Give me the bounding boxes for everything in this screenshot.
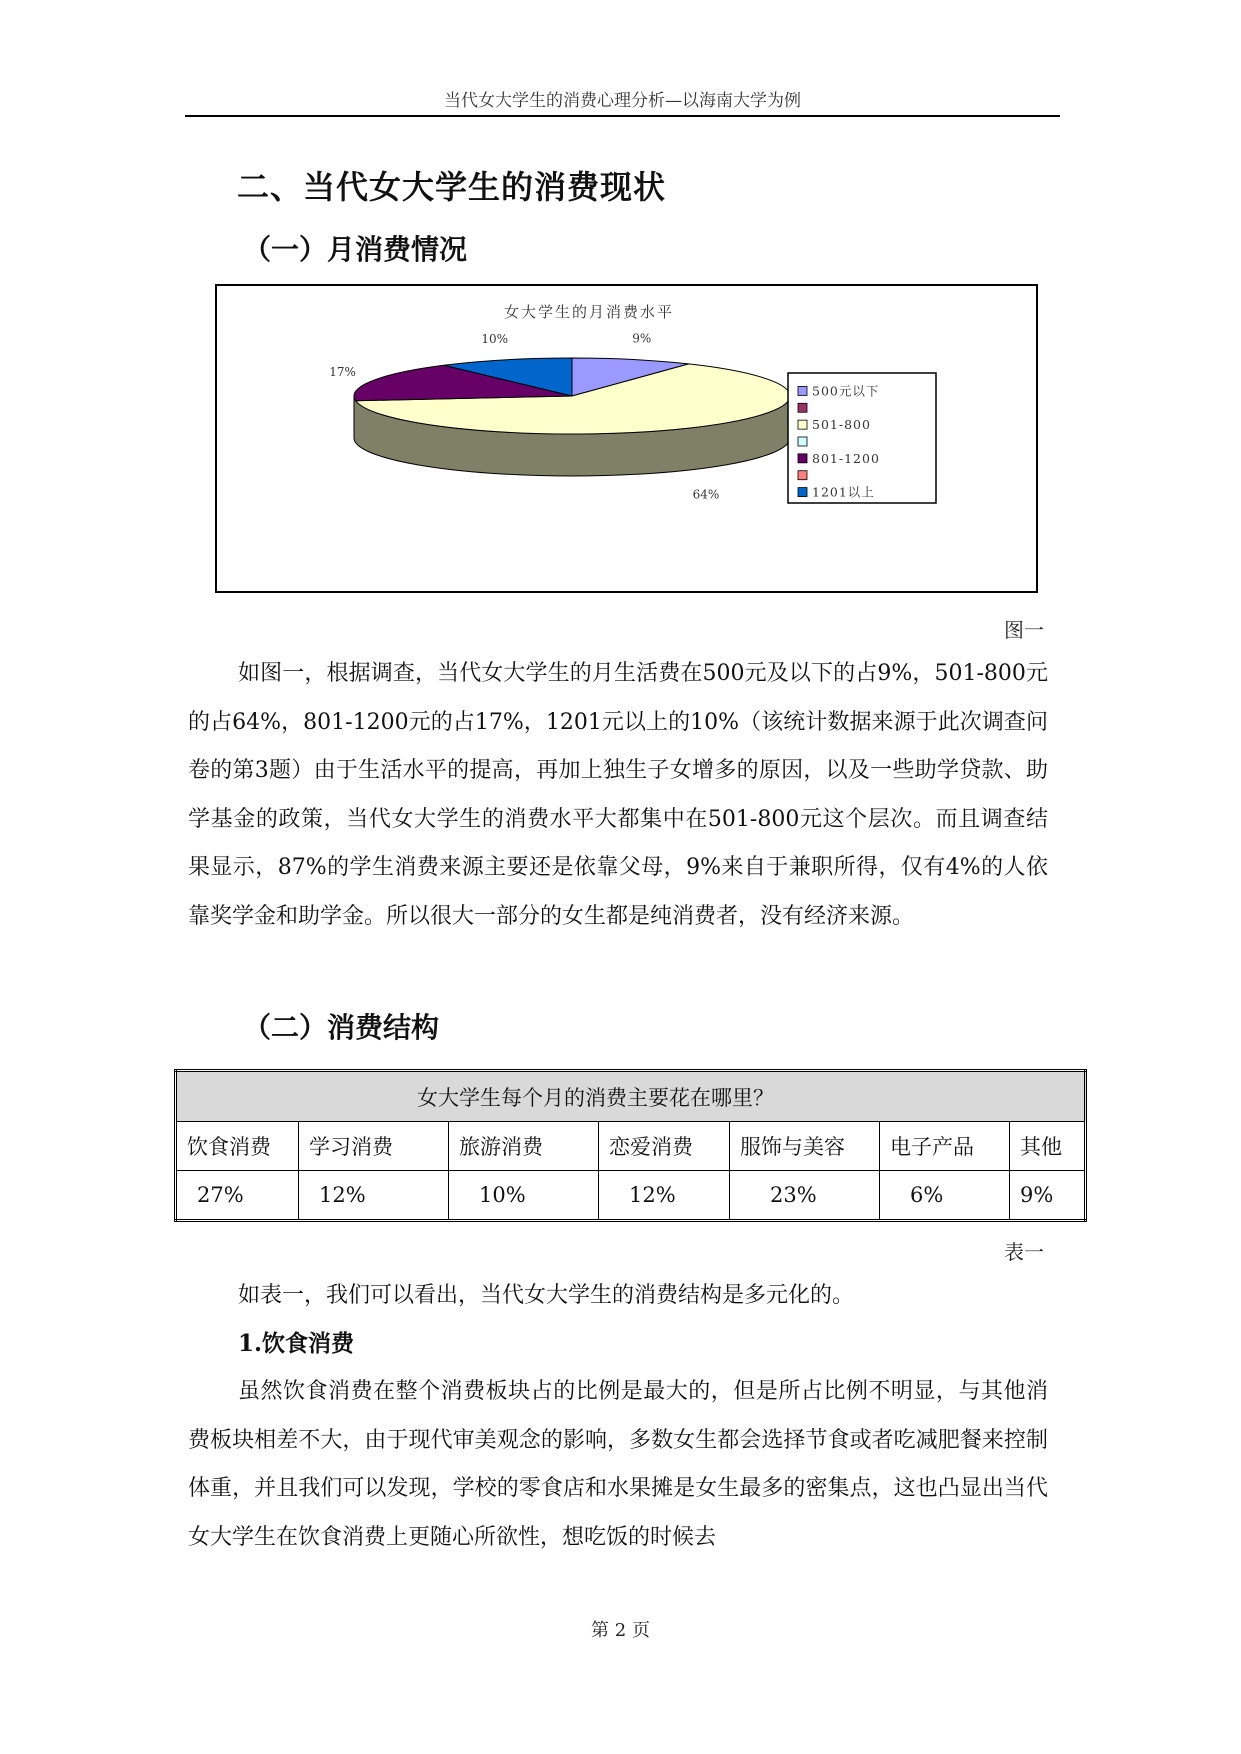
paragraph-food: [188, 1368, 1048, 1562]
legend-swatch: [798, 454, 807, 463]
paragraph-structure-intro: [188, 1272, 1048, 1321]
pie-slice-label: 10%: [481, 331, 509, 346]
table-title: 女大学生每个月的消费主要花在哪里？: [176, 1071, 1086, 1122]
legend-label: 501-800: [812, 417, 871, 433]
pie-chart: [217, 286, 1040, 595]
table-header-cell: 恋爱消费: [599, 1122, 730, 1171]
table-header-cell: 饮食消费: [176, 1122, 299, 1171]
header-rule: [185, 115, 1060, 117]
paragraph-monthly: [188, 650, 1048, 942]
running-header: 当代女大学生的消费心理分析—以海南大学为例: [444, 91, 801, 111]
table-caption: 表一: [1004, 1240, 1044, 1264]
subsection-title-monthly: （一）月消费情况: [243, 233, 468, 266]
section-title: 二、当代女大学生的消费现状: [237, 168, 667, 206]
pie-slice-label: 17%: [329, 365, 356, 380]
table-header-row: [176, 1122, 1086, 1171]
pie-slice-label: 9%: [632, 331, 652, 346]
legend-swatch: [798, 386, 807, 395]
subsection-title-structure: （二）消费结构: [243, 1011, 440, 1044]
paragraph-text: 虽然饮食消费在整个消费板块占的比例是最大的，但是所占比例不明显，与其他消费板块相差不大，由于现代审美观念的影响，多数女生都会选择节食或者吃减肥餐来控制体重，并且我们可以发现，学校的零食店和水果摊是女生最多的密集点，这也凸显出当代女大学生在饮食消费上更随心所欲性，想吃饭的时候去: [188, 1379, 1048, 1550]
table-value-cell: 9%: [1010, 1171, 1086, 1221]
table-value-cell: 27%: [176, 1171, 299, 1221]
legend-swatch: [798, 420, 807, 429]
paragraph-text: 如表一，我们可以看出，当代女大学生的消费结构是多元化的。: [238, 1283, 855, 1308]
legend-swatch: [798, 437, 807, 446]
table-header-cell: 服饰与美容: [730, 1122, 880, 1171]
table-value-cell: 12%: [299, 1171, 449, 1221]
page-number: 第 2 页: [591, 1620, 650, 1641]
table-value-cell: 6%: [880, 1171, 1010, 1221]
table-header-cell: 电子产品: [880, 1122, 1010, 1171]
legend-label: 500元以下: [812, 383, 880, 399]
legend-swatch: [798, 471, 807, 480]
chart-title: 女大学生的月消费水平: [503, 303, 675, 321]
table-row: [176, 1171, 1086, 1221]
table-value-cell: 12%: [599, 1171, 730, 1221]
legend-label: 801-1200: [812, 450, 880, 466]
legend-swatch: [798, 488, 807, 497]
table-value-cell: 10%: [449, 1171, 599, 1221]
paragraph-text: 如图一，根据调查，当代女大学生的月生活费在500元及以下的占9%，501-800元的占64%，801-1200元的占17%，1201元以上的10%（该统计数据来源于此次调查问卷的第3题）由于生活水平的提高，再加上独生子女增多的原因，以及一些助学贷款、助学基金的政策，当代女大学生的消费水平大都集中在501-800元这个层次。而且调查结果显示，87%的学生消费来源主要还是依靠父母，9%来自于兼职所得，仅有4%的人依靠奖学金和助学金。所以很大一部分的女生都是纯消费者，没有经济来源。: [188, 661, 1048, 929]
figure-caption: 图一: [1004, 618, 1044, 642]
subheading-food: 1.饮食消费: [238, 1330, 355, 1357]
legend-swatch: [798, 403, 807, 412]
table-value-cell: 23%: [730, 1171, 880, 1221]
table-header-cell: 旅游消费: [449, 1122, 599, 1171]
consumption-table: [174, 1069, 1087, 1222]
table-header-cell: 其他: [1010, 1122, 1086, 1171]
pie-chart-figure: [215, 284, 1038, 593]
pie-slice-label: 64%: [692, 487, 720, 502]
table-header-cell: 学习消费: [299, 1122, 449, 1171]
legend-label: 1201以上: [812, 484, 875, 500]
